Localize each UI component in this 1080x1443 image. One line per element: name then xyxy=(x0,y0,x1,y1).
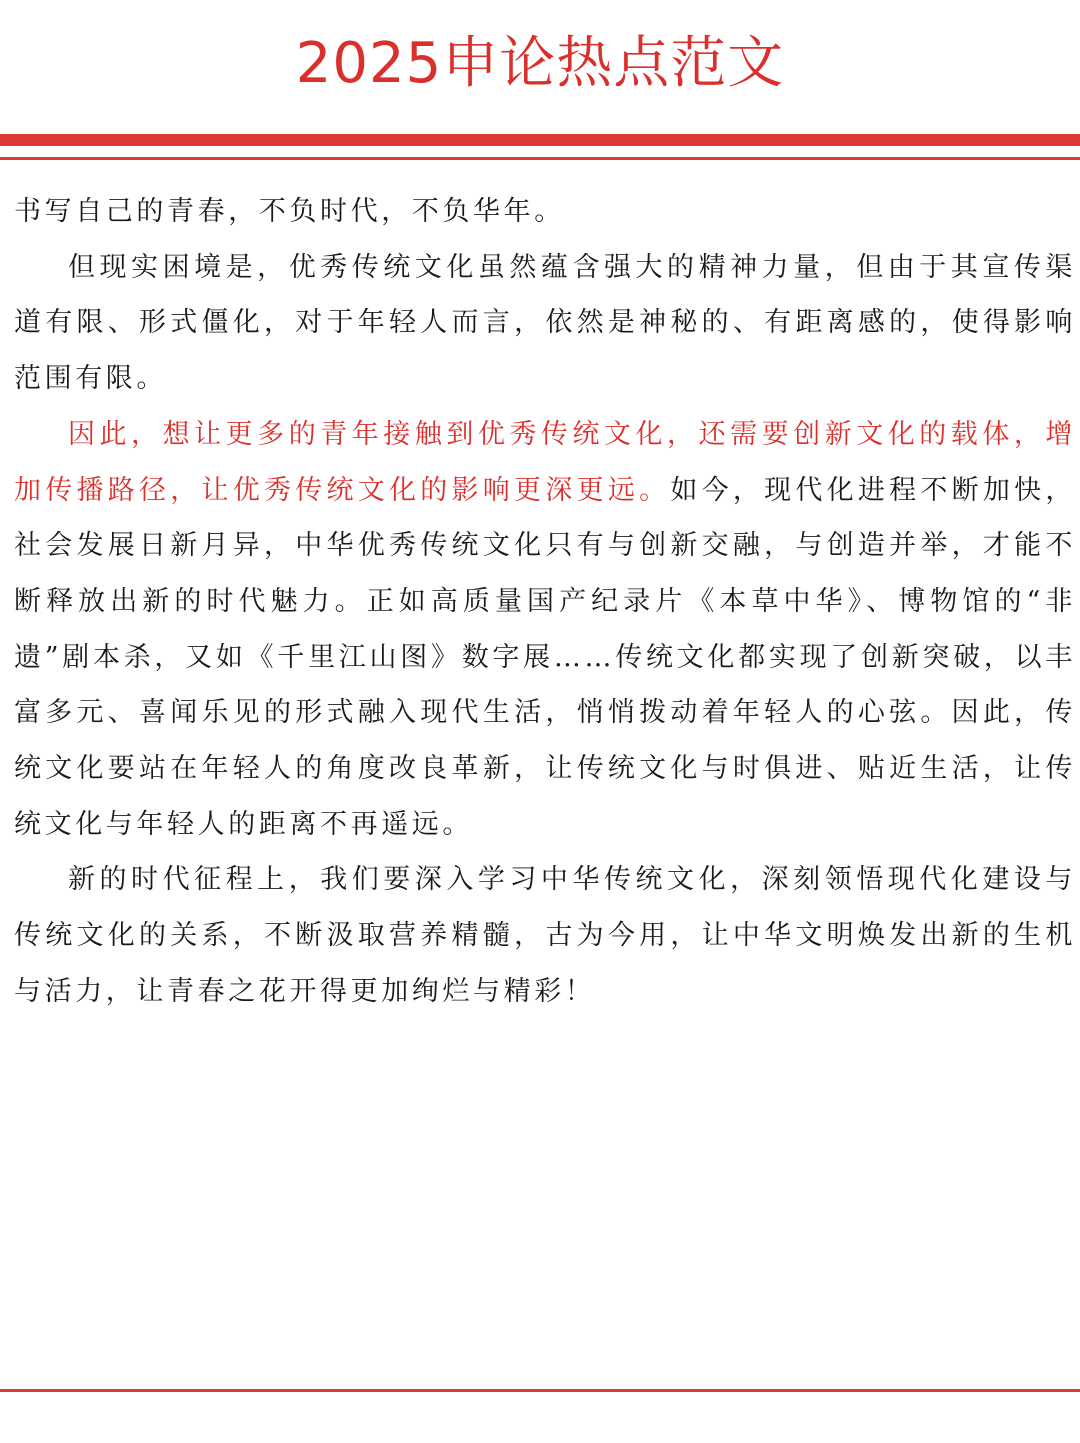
paragraph-2: 但现实困境是，优秀传统文化虽然蕴含强大的精神力量，但由于其宣传渠道有限、形式僵化，对于年轻人而言，依然是神秘的、有距离感的，使得影响范围有限。 xyxy=(14,251,1076,395)
paragraph-1: 书写自己的青春，不负时代，不负华年。 xyxy=(14,196,565,227)
paragraph-3 xyxy=(14,407,1076,853)
highlighted-sentence: 因此，想让更多的青年接触到优秀传统文化，还需要创新文化的载体，增加传播路径，让优秀传统文化的影响更深更远。 xyxy=(14,418,1076,506)
header-divider-thick xyxy=(0,134,1080,146)
page-title: 2025申论热点范文 xyxy=(295,31,785,96)
paragraph-3-text: 如今，现代化进程不断加快，社会发展日新月异，中华优秀传统文化只有与创新交融，与创造并举，才能不断释放出新的时代魅力。正如高质量国产纪录片《本草中华》、博物馆的“非遗”剧本杀，又如《千里江山图》数字展……传统文化都实现了创新突破，以丰富多元、喜闻乐见的形式融入现代生活，悄悄拨动着年轻人的心弦。因此，传统文化要站在年轻人的角度改良革新，让传统文化与时俱进、贴近生活，让传统文化与年轻人的距离不再遥远。 xyxy=(14,474,1076,840)
header-divider-thin xyxy=(0,157,1080,160)
article-body xyxy=(14,184,1076,1020)
footer-divider xyxy=(0,1389,1080,1392)
paragraph-4: 新的时代征程上，我们要深入学习中华传统文化，深刻领悟现代化建设与传统文化的关系，不断汲取营养精髓，古为今用，让中华文明焕发出新的生机与活力，让青春之花开得更加绚烂与精彩！ xyxy=(14,864,1076,1007)
